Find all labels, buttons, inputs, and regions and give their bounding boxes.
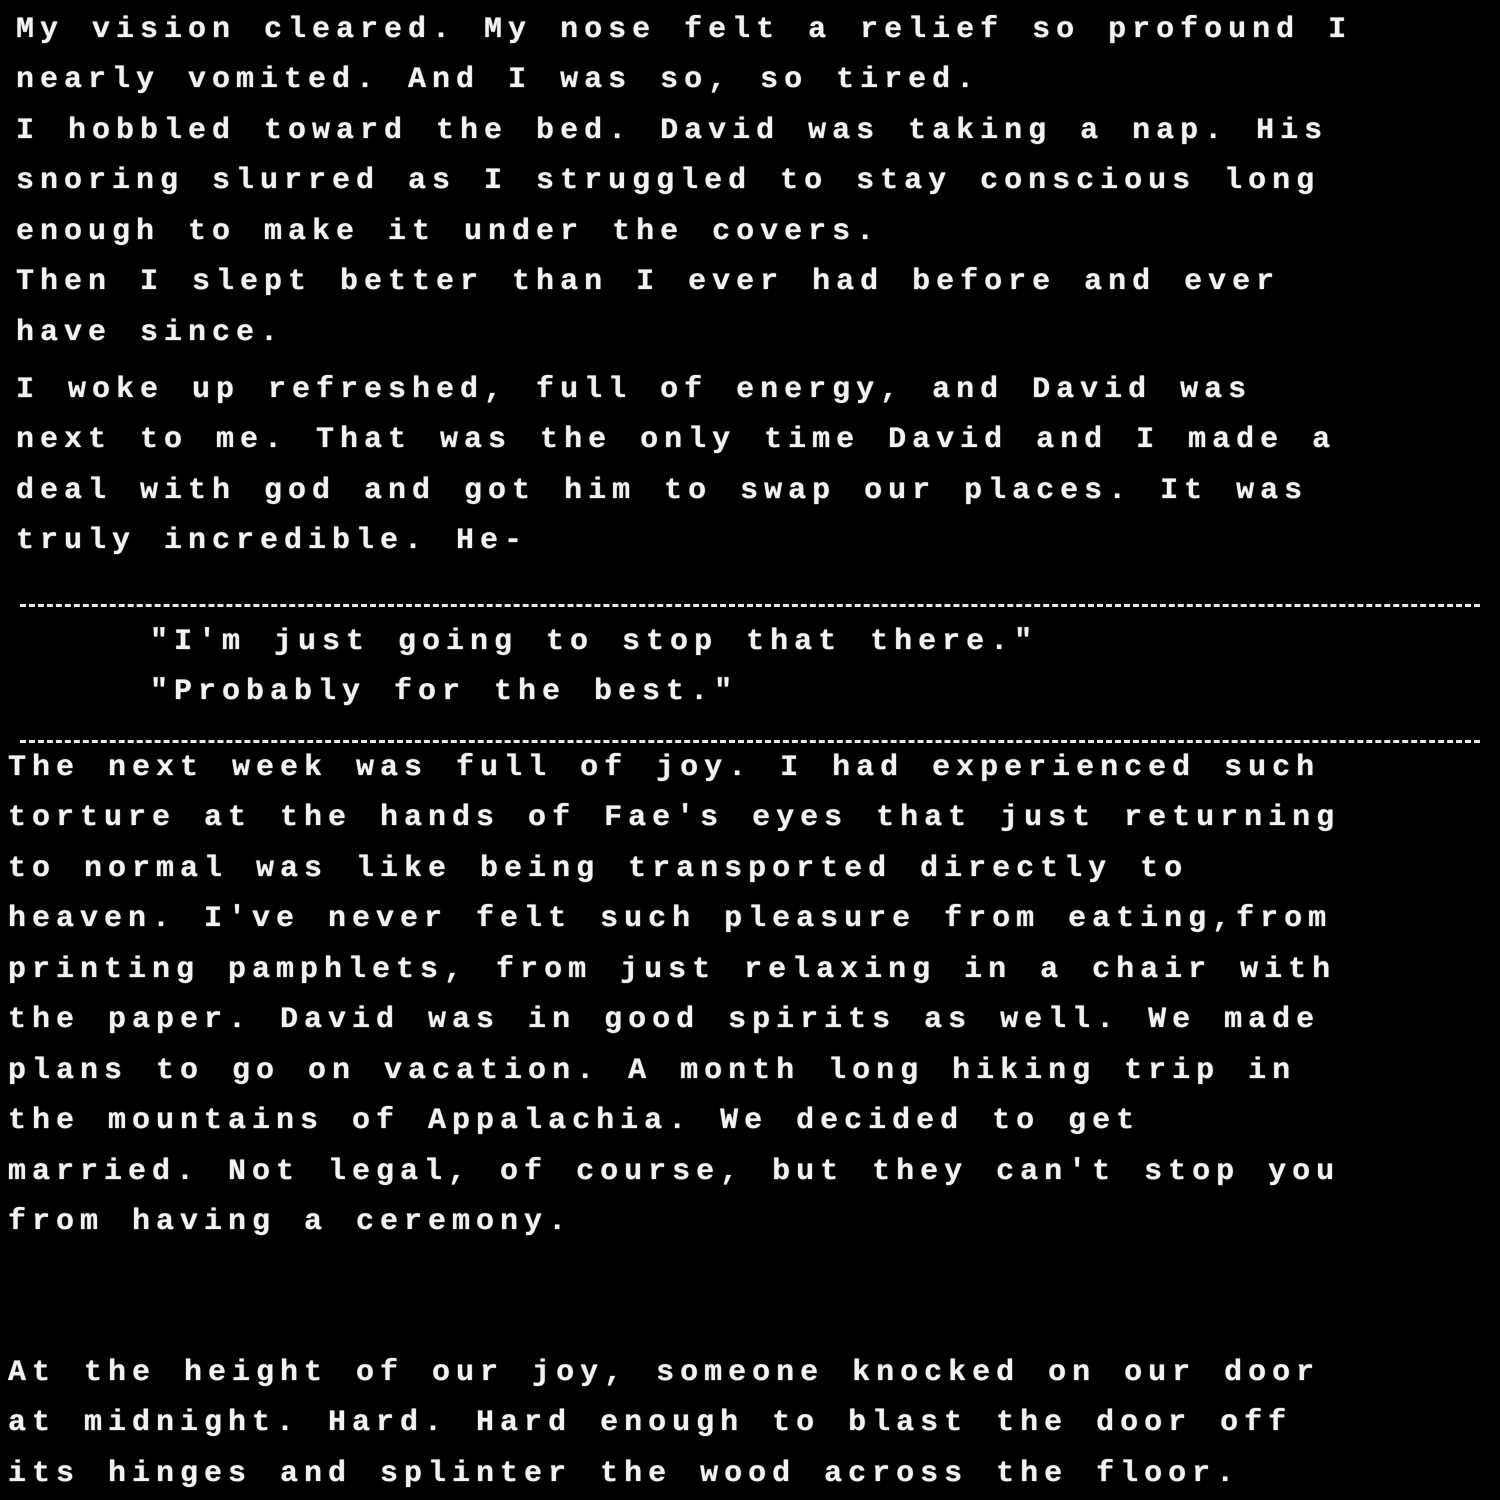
dashed-separator xyxy=(20,604,1480,607)
text-line: at midnight. Hard. Hard enough to blast the door off xyxy=(8,1406,1293,1440)
text-line: plans to go on vacation. A month long hiking trip in xyxy=(8,1054,1297,1088)
text-line: torture at the hands of Fae's eyes that just returning xyxy=(8,801,1341,835)
dialogue-line: "Probably for the best." xyxy=(150,675,739,709)
text-line: Then I slept better than I ever had before and ever xyxy=(16,265,1281,299)
text-line: I woke up refreshed, full of energy, and David was xyxy=(16,373,1253,407)
text-line: its hinges and splinter the wood across the floor. xyxy=(8,1457,1241,1491)
text-line: heaven. I've never felt such pleasure from eating,from xyxy=(8,902,1333,936)
text-line: snoring slurred as I struggled to stay conscious long xyxy=(16,164,1321,198)
dialogue-line: "I'm just going to stop that there." xyxy=(150,625,1039,659)
text-line: next to me. That was the only time David and I made a xyxy=(16,423,1337,457)
text-line: I hobbled toward the bed. David was taking a nap. His xyxy=(16,114,1329,148)
text-line: printing pamphlets, from just relaxing in a chair with xyxy=(8,953,1337,987)
text-line: enough to make it under the covers. xyxy=(16,215,881,249)
text-line: The next week was full of joy. I had experienced such xyxy=(8,751,1321,785)
text-line: have since. xyxy=(16,316,285,350)
text-line: to normal was like being transported directly to xyxy=(8,852,1189,886)
text-line: nearly vomited. And I was so, so tired. xyxy=(16,63,981,97)
text-line: the paper. David was in good spirits as well. We made xyxy=(8,1003,1321,1037)
text-line: truly incredible. He- xyxy=(16,524,529,558)
text-line: married. Not legal, of course, but they can't stop you xyxy=(8,1155,1341,1189)
text-line: the mountains of Appalachia. We decided to get xyxy=(8,1104,1141,1138)
text-line: from having a ceremony. xyxy=(8,1205,573,1239)
text-line: At the height of our joy, someone knocked on our door xyxy=(8,1356,1321,1390)
dashed-separator xyxy=(20,740,1480,743)
text-line: deal with god and got him to swap our places. It was xyxy=(16,474,1309,508)
text-line: My vision cleared. My nose felt a relief so profound I xyxy=(16,13,1353,47)
